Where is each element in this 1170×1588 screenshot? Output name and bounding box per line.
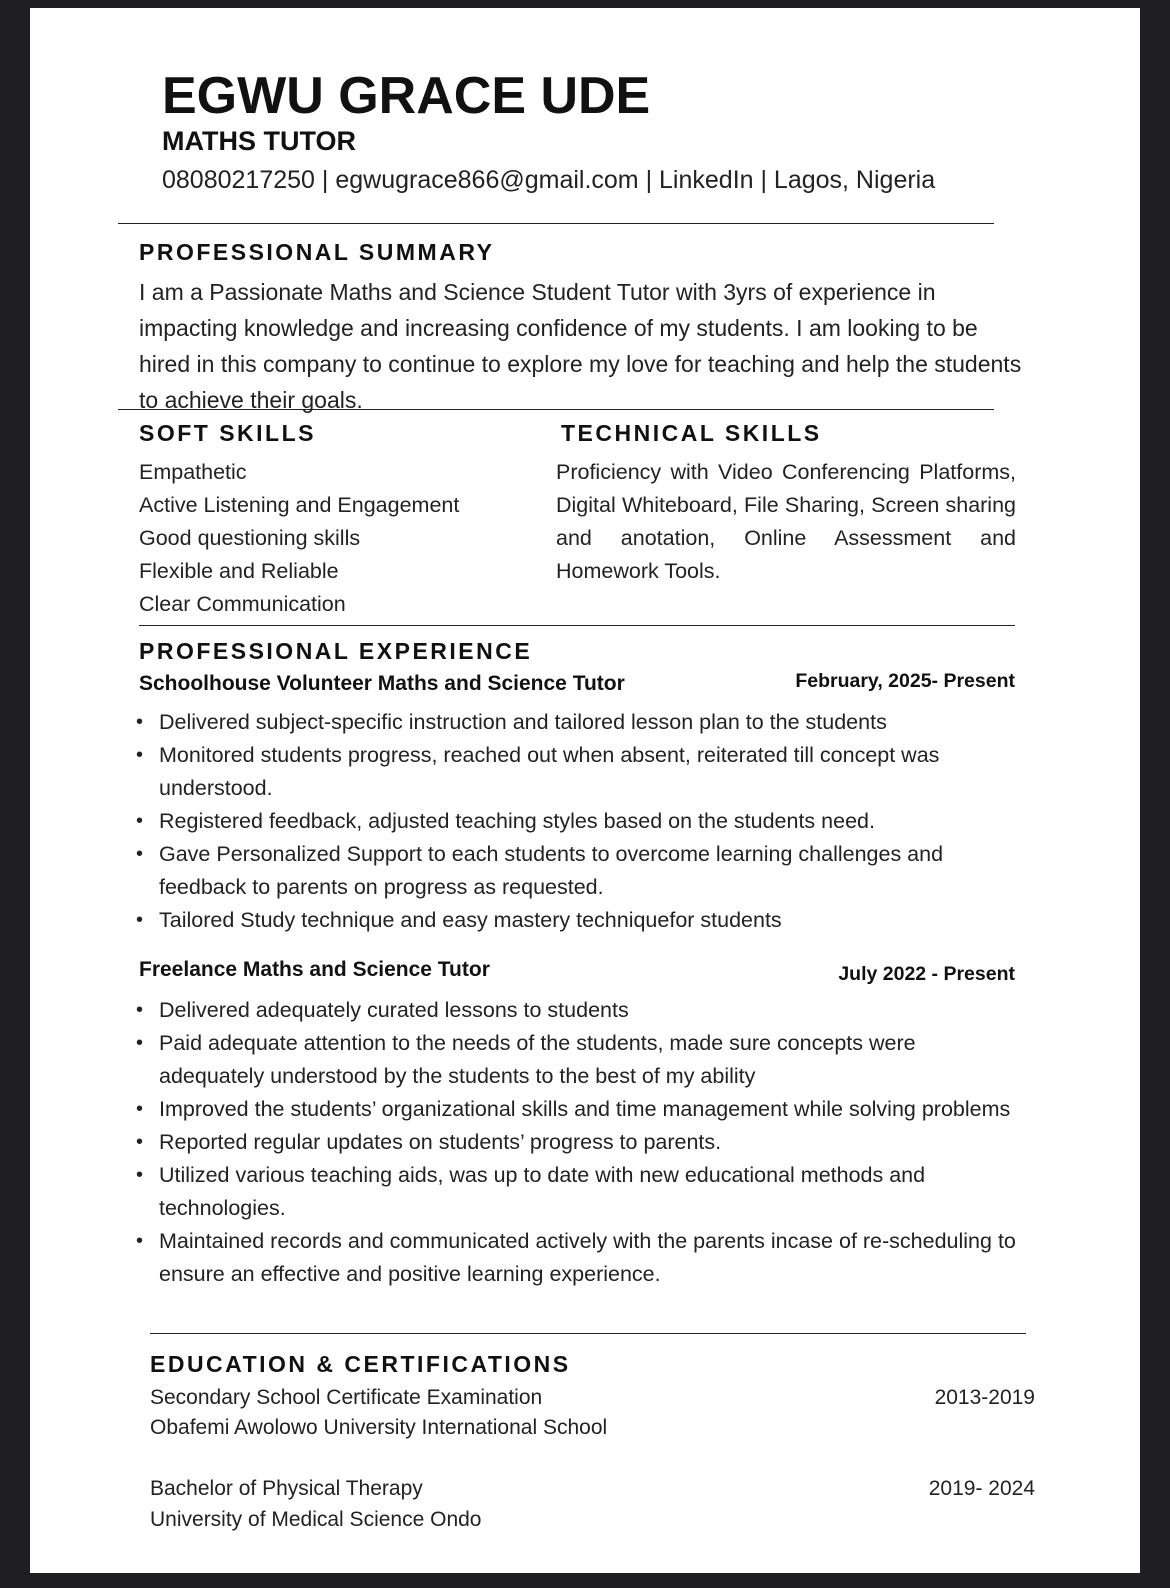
job-bullets [136, 994, 1019, 1291]
resume-page [30, 8, 1140, 1573]
divider [139, 625, 1015, 626]
divider [118, 223, 994, 224]
list-item: • Improved the students’ organizational skills and time management while solving problems [136, 1097, 1011, 1121]
list-item: • Monitored students progress, reached out when absent, reiterated till concept was understood. [136, 743, 940, 800]
education-institution: University of Medical Science Ondo [150, 1508, 482, 1531]
job-date: February, 2025- Present [795, 670, 1015, 692]
list-item: • Registered feedback, adjusted teaching styles based on the students need. [136, 809, 875, 833]
soft-skill-item: Clear Communication [139, 592, 346, 616]
education-institution: Obafemi Awolowo University International School [150, 1416, 608, 1439]
education-qualification: Secondary School Certificate Examination [150, 1386, 543, 1409]
soft-skill-item: Empathetic [139, 460, 247, 484]
soft-skills-title: SOFT SKILLS [139, 420, 316, 446]
education-qualification: Bachelor of Physical Therapy [150, 1477, 423, 1500]
divider [118, 409, 994, 410]
job-title: Schoolhouse Volunteer Maths and Science Tutor [139, 672, 625, 695]
education-years: 2019- 2024 [928, 1477, 1035, 1500]
soft-skills-list [139, 456, 459, 621]
list-item: • Maintained records and communicated actively with the parents incase of re-scheduling to ensure an effective and positive learning experience. [136, 1229, 1016, 1286]
technical-skills-title: TECHNICAL SKILLS [561, 420, 822, 446]
list-item: • Utilized various teaching aids, was up to date with new educational methods and technologies. [136, 1163, 926, 1220]
candidate-role: MATHS TUTOR [162, 126, 356, 156]
list-item: • Reported regular updates on students’ progress to parents. [136, 1130, 722, 1154]
list-item: • Delivered adequately curated lessons to students [136, 998, 629, 1022]
soft-skill-item: Good questioning skills [139, 526, 361, 550]
contact-line: 08080217250 | egwugrace866@gmail.com | LinkedIn | Lagos, Nigeria [162, 166, 936, 194]
education-title: EDUCATION & CERTIFICATIONS [150, 1351, 571, 1377]
soft-skill-item: Flexible and Reliable [139, 559, 339, 583]
education-years: 2013-2019 [934, 1386, 1035, 1409]
list-item: • Paid adequate attention to the needs of the students, made sure concepts were adequately understood by the students to the best of my ability [136, 1031, 916, 1088]
summary-title: PROFESSIONAL SUMMARY [139, 239, 495, 265]
experience-title: PROFESSIONAL EXPERIENCE [139, 638, 533, 664]
summary-text: I am a Passionate Maths and Science Student Tutor with 3yrs of experience in impacting knowledge and increasing confidence of my students. I am looking to be hired in this company to continue to explore my love for teaching and help the students to achieve their goals. [139, 279, 1022, 413]
job-title: Freelance Maths and Science Tutor [139, 958, 490, 981]
candidate-name: EGWU GRACE UDE [162, 67, 651, 125]
job-bullets [136, 706, 1019, 937]
soft-skill-item: Active Listening and Engagement [139, 493, 460, 517]
divider [150, 1333, 1026, 1334]
list-item: • Tailored Study technique and easy mastery techniquefor students [136, 908, 782, 932]
list-item: • Delivered subject-specific instruction and tailored lesson plan to the students [136, 710, 887, 734]
technical-skills-text: Proficiency with Video Conferencing Platforms, Digital Whiteboard, File Sharing, Screen sharing and anotation, Online Assessment and Homework Tools. [556, 460, 1016, 583]
list-item: • Gave Personalized Support to each students to overcome learning challenges and feedback to parents on progress as requested. [136, 842, 944, 899]
job-date: July 2022 - Present [838, 963, 1015, 985]
